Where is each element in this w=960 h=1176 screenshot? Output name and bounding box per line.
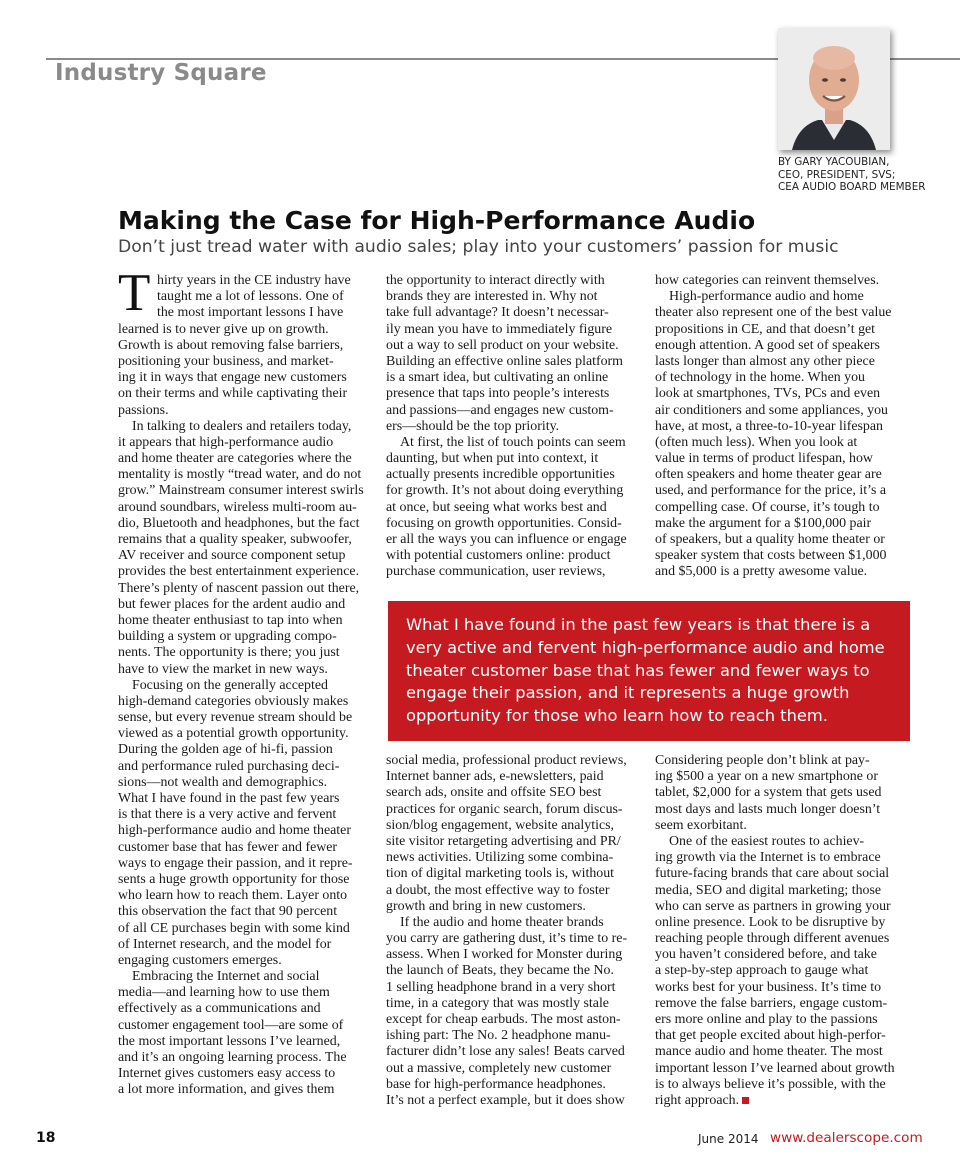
text-line: out a way to sell product on your website. xyxy=(386,337,619,353)
text-line: search ads, onsite and offsite SEO best xyxy=(386,785,602,801)
page-number: 18 xyxy=(36,1130,56,1146)
text-line: have to view the market in new ways. xyxy=(118,661,328,677)
text-line: daunting, but when put into context, it xyxy=(386,451,599,467)
text-line: engaging customers emerges. xyxy=(118,952,282,968)
byline-line: CEA AUDIO BOARD MEMBER xyxy=(778,181,926,193)
text-line: provides the best entertainment experience. xyxy=(118,564,360,580)
text-line: purchase communication, user reviews, xyxy=(386,564,606,580)
text-line: take full advantage? It doesn’t necessar- xyxy=(386,305,609,321)
text-line: There’s plenty of nascent passion out there, xyxy=(118,580,360,596)
text-line: Internet gives customers easy access to xyxy=(118,1066,336,1082)
text-line: of Internet research, and the model for xyxy=(118,936,332,952)
text-line: social media, professional product reviews, xyxy=(386,753,627,768)
text-line: most days and lasts much longer doesn’t xyxy=(655,801,881,817)
text-line: hirty years in the CE industry have xyxy=(157,273,351,288)
text-line: ishing part: The No. 2 headphone manu- xyxy=(386,1028,611,1044)
pull-quote-line: opportunity for those who learn how to reach them. xyxy=(406,706,828,726)
text-line: who learn how to reach them. Layer onto xyxy=(118,888,348,904)
text-line: you carry are gathering dust, it’s time to re- xyxy=(386,931,628,947)
text-line: sion/blog engagement, website analytics, xyxy=(386,817,614,833)
text-line: sents a huge growth opportunity for those xyxy=(118,871,350,887)
author-portrait-image xyxy=(778,28,890,150)
text-line: who can serve as partners in growing your xyxy=(655,898,891,914)
text-line: enough attention. A good set of speakers xyxy=(655,337,880,353)
text-line: look at smartphones, TVs, PCs and even xyxy=(655,386,881,402)
column-2-bottom xyxy=(386,753,627,1109)
text-line: ily mean you have to immediately figure xyxy=(386,321,613,337)
text-line: ers more online and play to the passions xyxy=(655,1012,878,1027)
text-line: customer engagement tool—are some of xyxy=(118,1017,344,1033)
text-line: speaker system that costs between $1,000 xyxy=(655,548,887,564)
drop-cap: T xyxy=(118,264,151,322)
text-line: mance audio and home theater. The most xyxy=(655,1044,883,1060)
text-line: a step-by-step approach to gauge what xyxy=(655,963,869,979)
text-line: If the audio and home theater brands xyxy=(400,914,604,930)
text-line: the most important lessons I’ve learned, xyxy=(118,1033,341,1049)
text-line: at once, but seeing what works best and xyxy=(386,499,607,515)
text-line: remove the false barriers, engage custom- xyxy=(655,995,888,1011)
text-line: grow.” Mainstream consumer interest swirls xyxy=(118,483,364,499)
text-line: ing it in ways that engage new customers xyxy=(118,370,347,386)
text-line: nents. The opportunity is there; you just xyxy=(118,645,340,661)
text-line: mentality is mostly “tread water, and do not xyxy=(118,467,362,483)
section-label: Industry Square xyxy=(55,60,267,86)
text-line: how categories can reinvent themselves. xyxy=(655,273,880,288)
text-line: ers—should be the top priority. xyxy=(386,418,560,434)
pull-quote-text xyxy=(406,614,901,728)
text-line: lasts longer than almost any other piece xyxy=(655,353,875,369)
text-line: brands they are interested in. Why not xyxy=(386,289,598,305)
text-line: sense, but every revenue stream should be xyxy=(118,710,353,726)
text-line: Building an effective online sales platform xyxy=(386,353,623,369)
text-line: seem exorbitant. xyxy=(655,817,747,833)
text-line: it appears that high-performance audio xyxy=(118,434,334,450)
text-line: ing growth via the Internet is to embrace xyxy=(655,850,881,866)
text-line: used, and performance for the price, it’s a xyxy=(655,483,887,499)
text-line: you haven’t considered before, and take xyxy=(655,947,877,963)
text-line: growth and bring in new customers. xyxy=(386,898,586,914)
text-line: that get people excited about high-perfor- xyxy=(655,1028,886,1044)
article-headline: Making the Case for High-Performance Audio xyxy=(118,206,756,235)
author-photo xyxy=(778,28,890,150)
text-line: presence that taps into people’s interests xyxy=(386,386,610,402)
text-line: tion of digital marketing tools is, without xyxy=(386,866,615,882)
end-mark-icon xyxy=(742,1097,749,1104)
text-line: dio, Bluetooth and headphones, but the fact xyxy=(118,515,360,531)
text-line: time, in a category that was mostly stale xyxy=(386,995,609,1011)
text-line: high-demand categories obviously makes xyxy=(118,693,349,709)
text-line: is to always believe it’s possible, with the xyxy=(655,1076,886,1092)
text-line: of speakers, but a quality home theater or xyxy=(655,532,885,547)
text-line: home theater enthusiast to tap into when xyxy=(118,612,343,628)
text-line: of all CE purchases begin with some kind xyxy=(118,920,350,936)
text-line: media—and learning how to use them xyxy=(118,985,330,1001)
column-1 xyxy=(118,322,364,1099)
text-line: positioning your business, and market- xyxy=(118,353,334,369)
text-line: the launch of Beats, they became the No. xyxy=(386,963,614,979)
text-line: have, at most, a three-to-10-year lifespan xyxy=(655,418,883,434)
text-line: and $5,000 is a pretty awesome value. xyxy=(655,564,868,580)
text-line: for growth. It’s not about doing everything xyxy=(386,483,624,499)
text-line: except for cheap earbuds. The most aston- xyxy=(386,1012,621,1027)
column-3-bottom xyxy=(655,753,895,1109)
text-line: focusing on growth opportunities. Consid- xyxy=(386,515,622,531)
text-line: facturer didn’t lose any sales! Beats carved xyxy=(386,1044,625,1060)
text-line: assess. When I worked for Monster during xyxy=(386,947,623,963)
text-line: ing $500 a year on a new smartphone or xyxy=(655,769,878,785)
text-line: this observation the fact that 90 percent xyxy=(118,904,338,920)
text-line: er all the ways you can influence or engage xyxy=(386,532,627,547)
text-line: actually presents incredible opportunities xyxy=(386,467,615,483)
text-line: but fewer places for the ardent audio and xyxy=(118,596,346,612)
text-line: with potential customers online: product xyxy=(386,548,611,564)
text-line: One of the easiest routes to achiev- xyxy=(669,833,865,849)
text-line: the opportunity to interact directly with xyxy=(386,273,605,288)
text-line: propositions in CE, and that doesn’t get xyxy=(655,321,876,337)
text-line: news activities. Utilizing some combina- xyxy=(386,850,614,866)
text-line: Embracing the Internet and social xyxy=(132,969,320,985)
text-line: and performance ruled purchasing deci- xyxy=(118,758,340,774)
text-line: What I have found in the past few years xyxy=(118,791,340,807)
text-line: learned is to never give up on growth. xyxy=(118,321,329,337)
text-line: a doubt, the most effective way to foster xyxy=(386,882,610,898)
column-2-top xyxy=(386,273,627,581)
text-line: is a smart idea, but cultivating an online xyxy=(386,370,609,386)
text-line: high-performance audio and home theater xyxy=(118,823,351,839)
text-line: customer base that has fewer and fewer xyxy=(118,839,338,855)
text-line: of technology in the home. When you xyxy=(655,370,865,386)
text-line: High-performance audio and home xyxy=(669,289,864,305)
byline xyxy=(778,156,960,194)
pull-quote-line: theater customer base that has fewer and fewer ways to xyxy=(406,660,870,680)
text-line: passions. xyxy=(118,402,169,418)
text-line: base for high-performance headphones. xyxy=(386,1076,606,1092)
byline-line: BY GARY YACOUBIAN, xyxy=(778,156,890,168)
text-line: remains that a quality speaker, subwoofer, xyxy=(118,532,352,548)
pull-quote-box xyxy=(388,601,910,741)
text-line: AV receiver and source component setup xyxy=(118,548,346,564)
text-line: Considering people don’t blink at pay- xyxy=(655,753,870,768)
text-line: effectively as a communications and xyxy=(118,1001,321,1017)
text-line: Internet banner ads, e-newsletters, paid xyxy=(386,769,604,785)
text-line: often speakers and home theater gear are xyxy=(655,467,882,483)
text-line: site visitor retargeting advertising and PR/ xyxy=(386,833,621,849)
text-line: In talking to dealers and retailers today, xyxy=(132,418,352,434)
issue-date: June 2014 xyxy=(698,1132,759,1146)
text-line: (often much less). When you look at xyxy=(655,434,858,450)
text-line: make the argument for a $100,000 pair xyxy=(655,515,872,531)
text-line: future-facing brands that care about social xyxy=(655,866,890,882)
text-line: viewed as a potential growth opportunity. xyxy=(118,726,349,742)
final-text-line xyxy=(655,1093,895,1109)
text-line: and home theater are categories where the xyxy=(118,451,352,467)
text-line: a lot more information, and gives them xyxy=(118,1082,335,1098)
text-line: sions—not wealth and demographics. xyxy=(118,774,328,790)
text-line: theater also represent one of the best value xyxy=(655,305,892,321)
text-line: around soundbars, wireless multi-room au- xyxy=(118,499,357,515)
text-line: practices for organic search, forum discus- xyxy=(386,801,623,817)
text-line: right approach. xyxy=(655,1092,740,1108)
text-line: is that there is a very active and fervent xyxy=(118,807,337,823)
text-line: and passions—and engages new custom- xyxy=(386,402,614,418)
byline-line: CEO, PRESIDENT, SVS; xyxy=(778,168,896,181)
text-line: value in terms of product lifespan, how xyxy=(655,451,873,467)
text-line: ways to engage their passion, and it repre- xyxy=(118,855,353,871)
text-line: Growth is about removing false barriers, xyxy=(118,337,344,353)
pull-quote-line: engage their passion, and it represents a huge growth xyxy=(406,683,850,703)
text-line: building a system or upgrading compo- xyxy=(118,629,337,645)
text-line: reaching people through different avenues xyxy=(655,931,890,947)
text-line: tablet, $2,000 for a system that gets used xyxy=(655,785,882,801)
text-line: Focusing on the generally accepted xyxy=(132,677,328,693)
text-line: media, SEO and digital marketing; those xyxy=(655,882,882,898)
text-line: At first, the list of touch points can seem xyxy=(400,434,626,450)
text-line: and it’s an ongoing learning process. The xyxy=(118,1050,347,1066)
text-line: the most important lessons I have xyxy=(157,305,344,321)
text-line: online presence. Look to be disruptive by xyxy=(655,914,886,930)
text-line: air conditioners and some appliances, you xyxy=(655,402,888,418)
column-3-top xyxy=(655,273,891,581)
text-line: During the golden age of hi-fi, passion xyxy=(118,742,333,758)
text-line: important lesson I’ve learned about growth xyxy=(655,1060,895,1076)
text-line: out a massive, completely new customer xyxy=(386,1060,612,1076)
text-line: taught me a lot of lessons. One of xyxy=(157,289,344,305)
pull-quote-line: What I have found in the past few years is that there is a xyxy=(406,615,871,634)
text-line: on their terms and while captivating their xyxy=(118,386,348,402)
article-deck: Don’t just tread water with audio sales; play into your customers’ passion for music xyxy=(118,237,839,257)
column-1-lead xyxy=(157,273,351,322)
pull-quote-line: very active and fervent high-performance audio and home xyxy=(406,637,885,657)
text-line: compelling case. Of course, it’s tough to xyxy=(655,499,880,515)
website-link[interactable]: www.dealerscope.com xyxy=(770,1130,923,1146)
text-line: 1 selling headphone brand in a very short xyxy=(386,979,616,995)
text-line: works best for your business. It’s time to xyxy=(655,979,882,995)
text-line: It’s not a perfect example, but it does show xyxy=(386,1092,625,1108)
